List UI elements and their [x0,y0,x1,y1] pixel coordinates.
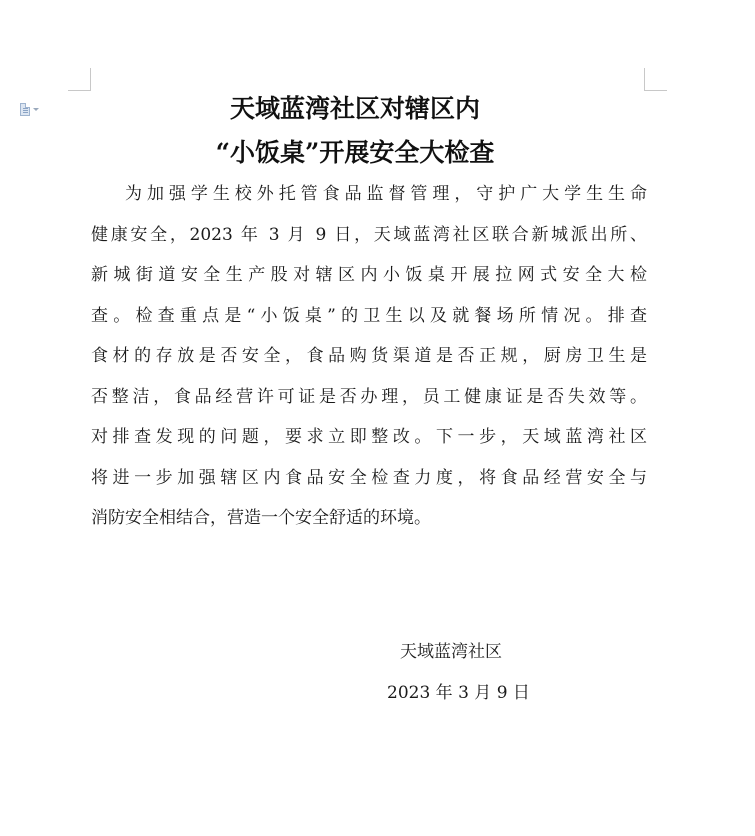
signature-date: 2023 年 3 月 9 日 [387,683,530,703]
document-body [91,174,647,539]
body-line: 食材的存放是否安全，食品购货渠道是否正规，厨房卫生是 [91,346,647,366]
body-line: 否整洁，食品经营许可证是否办理，员工健康证是否失效等。 [91,386,647,407]
chevron-down-icon [33,108,39,111]
body-line: 查。检查重点是“小饭桌”的卫生以及就餐场所情况。排查 [91,305,647,326]
body-line: 新城街道安全生产股对辖区内小饭桌开展拉网式安全大检 [91,265,647,285]
body-line: 健康安全，2023 年 3 月 9 日，天域蓝湾社区联合新城派出所、 [91,224,647,245]
page-corner-mark-top-right [644,68,667,91]
signature-organization: 天域蓝湾社区 [400,642,502,662]
document-icon [20,103,30,116]
document-title-line-2: “小饭桌”开展安全大检查 [215,138,495,167]
body-line: 将进一步加强辖区内食品安全检查力度，将食品经营安全与 [91,467,647,488]
document-title-line-1: 天域蓝湾社区对辖区内 [229,94,480,123]
document-menu-button[interactable] [20,101,48,117]
body-line: 对排查发现的问题，要求立即整改。下一步，天域蓝湾社区 [91,427,647,447]
body-line: 为加强学生校外托管食品监督管理，守护广大学生生命 [125,184,647,204]
body-line: 消防安全相结合，营造一个安全舒适的环境。 [91,508,431,528]
